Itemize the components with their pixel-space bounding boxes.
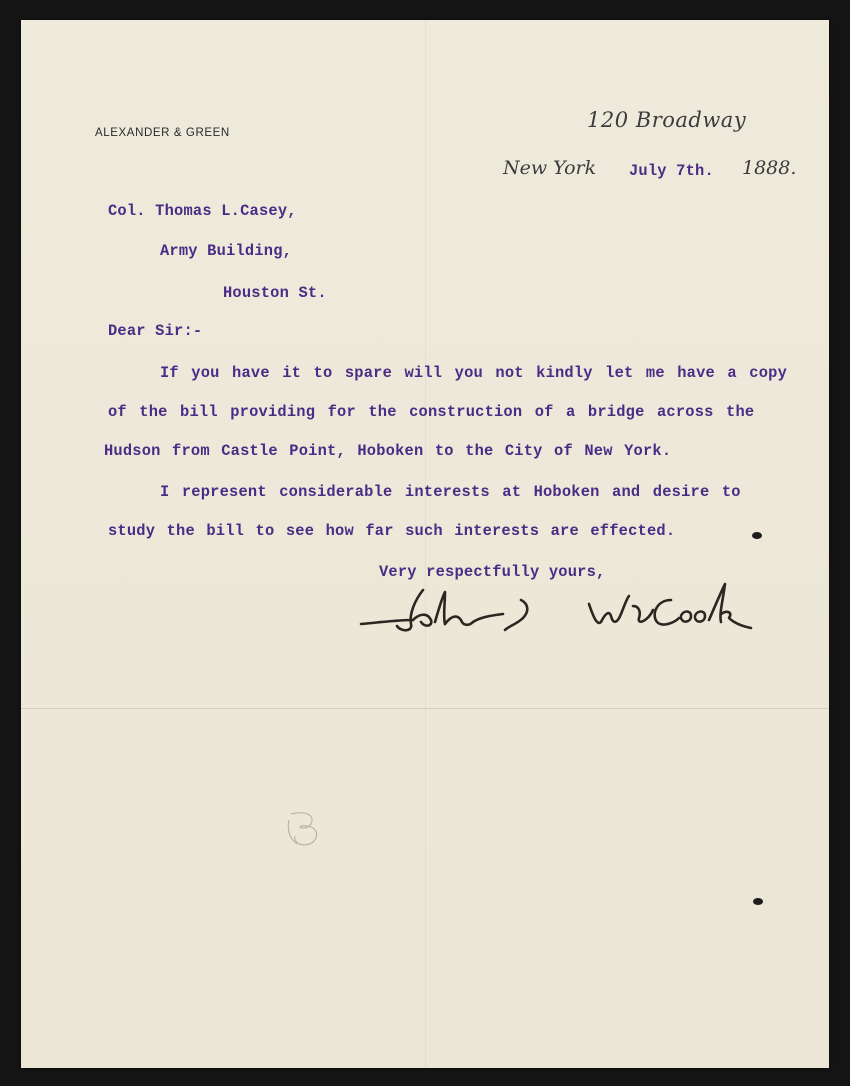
embossed-monogram [271,806,331,850]
letter-year: 1888. [742,157,797,179]
letterhead-address: 120 Broadway [587,108,747,132]
complimentary-closing: Very respectfully yours, [379,563,606,581]
handwritten-signature [353,570,753,640]
body-paragraph-1-line-1: If you have it to spare will you not kindly let me have a copy [160,364,788,382]
letterhead-firm: ALEXANDER & GREEN [95,127,230,139]
body-paragraph-2-line-2: study the bill to see how far such interests are effected. [108,522,676,540]
body-paragraph-2-line-1: I represent considerable interests at Hoboken and desire to [160,483,741,501]
letter-sheet [21,20,829,1068]
paper-spot [753,898,763,905]
letter-date: July 7th. [629,162,714,180]
salutation: Dear Sir:- [108,322,203,340]
fold-line-vertical [425,20,426,1068]
letterhead-city: New York [503,157,597,179]
body-paragraph-1-line-3: Hudson from Castle Point, Hoboken to the City of New York. [104,442,672,460]
recipient-address-line2: Houston St. [223,284,327,302]
recipient-address-line1: Army Building, [160,242,293,260]
paper-spot [752,532,762,539]
body-paragraph-1-line-2: of the bill providing for the construction of a bridge across the [108,403,755,421]
recipient-name: Col. Thomas L.Casey, [108,202,297,220]
